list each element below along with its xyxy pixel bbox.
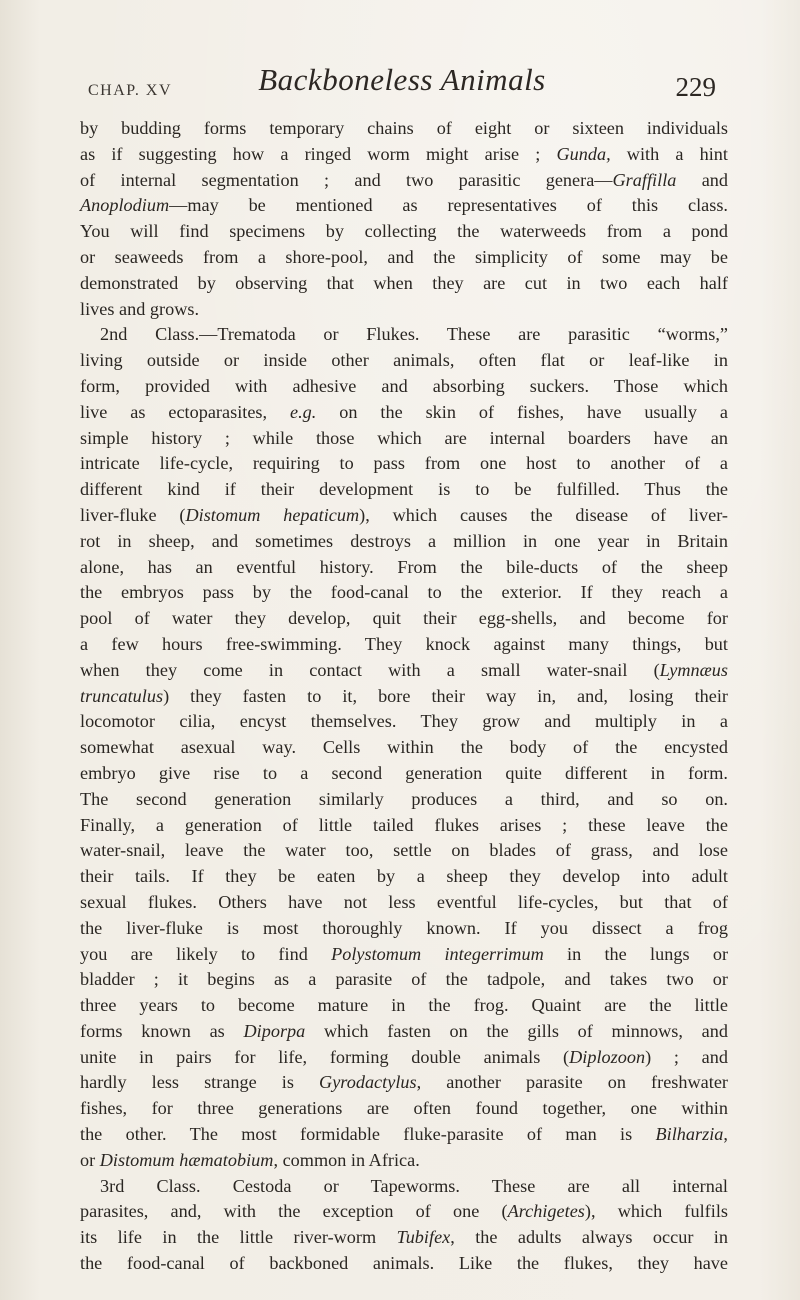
text-line — [80, 271, 728, 297]
italic-term: Archigetes — [507, 1201, 585, 1222]
text-run: , the adults always occur in — [450, 1227, 728, 1248]
text-line — [80, 555, 728, 581]
text-line — [80, 761, 728, 787]
text-run: liver-fluke ( — [80, 504, 186, 525]
text-line — [80, 1070, 728, 1096]
text-line — [80, 993, 728, 1019]
text-run: different kind if their development is to be fulfilled. Thus the — [80, 479, 728, 500]
text-line — [80, 400, 728, 426]
text-run: the food-canal of backboned animals. Like the flukes, they have — [80, 1253, 728, 1274]
text-run: the liver-fluke is most thoroughly known. If you dissect a frog — [80, 917, 728, 938]
text-line — [80, 219, 728, 245]
text-run: fishes, for three generations are often found together, one within — [80, 1098, 728, 1119]
text-line — [80, 1045, 728, 1071]
text-run: the other. The most formidable fluke-parasite of man is — [80, 1124, 656, 1145]
italic-term: Anoplodium — [80, 195, 170, 216]
text-run: water-snail, leave the water too, settle on blades of grass, and lose — [80, 840, 728, 861]
text-run: you are likely to find — [80, 943, 332, 964]
page-number: 229 — [675, 72, 716, 102]
italic-term: truncatulus — [80, 685, 164, 706]
text-run: the embryos pass by the food-canal to the exterior. If they reach a — [80, 582, 728, 603]
text-line — [80, 1019, 728, 1045]
text-line — [80, 1225, 728, 1251]
text-run: its life in the little river-worm — [80, 1227, 397, 1248]
text-line — [80, 838, 728, 864]
text-run: pool of water they develop, quit their egg-shells, and become for — [80, 608, 728, 629]
text-run: alone, has an eventful history. From the bile-ducts of the sheep — [80, 556, 728, 577]
italic-term: Bilharzia — [655, 1124, 724, 1145]
book-title: Backboneless Animals — [258, 62, 546, 97]
text-line — [80, 606, 728, 632]
text-run: form, provided with adhesive and absorbing suckers. Those which — [80, 375, 728, 396]
text-line — [80, 322, 728, 348]
text-run: a few hours free-swimming. They knock against many things, but — [80, 633, 728, 654]
text-run: hardly less strange is — [80, 1072, 320, 1093]
text-line — [80, 1122, 728, 1148]
text-line — [80, 451, 728, 477]
text-line — [80, 684, 728, 710]
italic-term: Gunda, — [556, 143, 611, 164]
italic-term: Gyrodactylus — [319, 1072, 417, 1093]
text-run: sexual flukes. Others have not less eventful life-cycles, but that of — [80, 891, 728, 912]
text-line — [80, 116, 728, 142]
text-run: 3rd Class. Cestoda or Tapeworms. These are all internal — [100, 1175, 728, 1196]
text-run: You will find specimens by collecting the waterweeds from a pond — [80, 221, 728, 242]
italic-term: Diporpa — [243, 1020, 306, 1041]
text-line — [80, 967, 728, 993]
text-run: unite in pairs for life, forming double animals ( — [80, 1046, 570, 1067]
text-line — [80, 787, 728, 813]
text-run: locomotor cilia, encyst themselves. They grow and multiply in a — [80, 711, 728, 732]
text-line — [80, 632, 728, 658]
text-run: in the lungs or — [543, 943, 729, 964]
text-run: —may be mentioned as representatives of this class. — [169, 195, 728, 216]
text-line — [80, 890, 728, 916]
text-run: ) ; and — [645, 1046, 728, 1067]
text-run: lives and grows. — [80, 298, 200, 319]
text-run: on the skin of fishes, have usually a — [316, 401, 728, 422]
text-run: live as ectoparasites, — [80, 401, 291, 422]
text-line — [80, 1251, 728, 1277]
text-run: forms known as — [80, 1020, 244, 1041]
text-line — [80, 1174, 728, 1200]
text-run: rot in sheep, and sometimes destroys a million in one year in Britain — [80, 530, 728, 551]
text-run: , common in Africa. — [273, 1149, 420, 1170]
text-run: ), which causes the disease of liver- — [359, 504, 728, 525]
text-line — [80, 1199, 728, 1225]
body-text — [80, 116, 728, 1277]
text-line — [80, 348, 728, 374]
text-run: demonstrated by observing that when they are cut in two each half — [80, 272, 728, 293]
text-run: 2nd Class.—Trematoda or Flukes. These are parasitic “worms,” — [100, 324, 728, 345]
italic-term: Distomum hæmatobium — [99, 1149, 274, 1170]
text-line — [80, 297, 728, 323]
text-run: ) they fasten to it, bore their way in, and, losing their — [163, 685, 728, 706]
running-head — [88, 60, 716, 100]
text-run: , another parasite on freshwater — [416, 1072, 728, 1093]
text-run: and — [676, 169, 729, 190]
text-line — [80, 1148, 728, 1174]
text-run: parasites, and, with the exception of one ( — [80, 1201, 508, 1222]
text-run: Finally, a generation of little tailed flukes arises ; these leave the — [80, 814, 728, 835]
text-line — [80, 503, 728, 529]
text-line — [80, 426, 728, 452]
text-line — [80, 1096, 728, 1122]
text-run: living outside or inside other animals, often flat or leaf-like in — [80, 350, 728, 371]
text-run: simple history ; while those which are internal boarders have an — [80, 427, 728, 448]
text-line — [80, 709, 728, 735]
text-line — [80, 477, 728, 503]
italic-term: Diplozoon — [569, 1046, 646, 1067]
text-line — [80, 864, 728, 890]
text-line — [80, 658, 728, 684]
text-run: bladder ; it begins as a parasite of the tadpole, and takes two or — [80, 969, 728, 990]
italic-term: Lymnæus — [659, 659, 728, 680]
italic-term: e.g. — [290, 401, 317, 422]
text-line — [80, 735, 728, 761]
text-run: The second generation similarly produces a third, and so on. — [80, 788, 728, 809]
text-line — [80, 916, 728, 942]
text-line — [80, 942, 728, 968]
text-run: or seaweeds from a shore-pool, and the simplicity of some may be — [80, 246, 728, 267]
text-line — [80, 529, 728, 555]
text-run: when they come in contact with a small water-snail ( — [80, 659, 660, 680]
text-run: which fasten on the gills of minnows, and — [305, 1020, 728, 1041]
text-run: somewhat asexual way. Cells within the body of the encysted — [80, 737, 728, 758]
italic-term: Graffilla — [612, 169, 677, 190]
text-run: with a hint — [610, 143, 728, 164]
text-line — [80, 142, 728, 168]
text-line — [80, 193, 728, 219]
italic-term: Tubifex — [396, 1227, 451, 1248]
text-line — [80, 813, 728, 839]
text-run: embryo give rise to a second generation quite different in form. — [80, 762, 728, 783]
text-line — [80, 580, 728, 606]
text-line — [80, 374, 728, 400]
italic-term: Distomum hepaticum — [185, 504, 360, 525]
text-line — [80, 245, 728, 271]
text-run: of internal segmentation ; and two parasitic genera— — [80, 169, 613, 190]
italic-term: Polystomum integerrimum — [331, 943, 544, 964]
text-run: their tails. If they be eaten by a sheep they develop into adult — [80, 866, 728, 887]
text-run: intricate life-cycle, requiring to pass from one host to another of a — [80, 453, 728, 474]
text-run: as if suggesting how a ringed worm might arise ; — [80, 143, 557, 164]
text-run: three years to become mature in the frog. Quaint are the little — [80, 995, 728, 1016]
text-run: ), which fulfils — [584, 1201, 728, 1222]
text-run: or — [80, 1149, 100, 1170]
text-run: , — [723, 1124, 728, 1145]
text-line — [80, 168, 728, 194]
text-run: by budding forms temporary chains of eight or sixteen individuals — [80, 118, 728, 138]
chapter-label: CHAP. XV — [88, 82, 173, 99]
